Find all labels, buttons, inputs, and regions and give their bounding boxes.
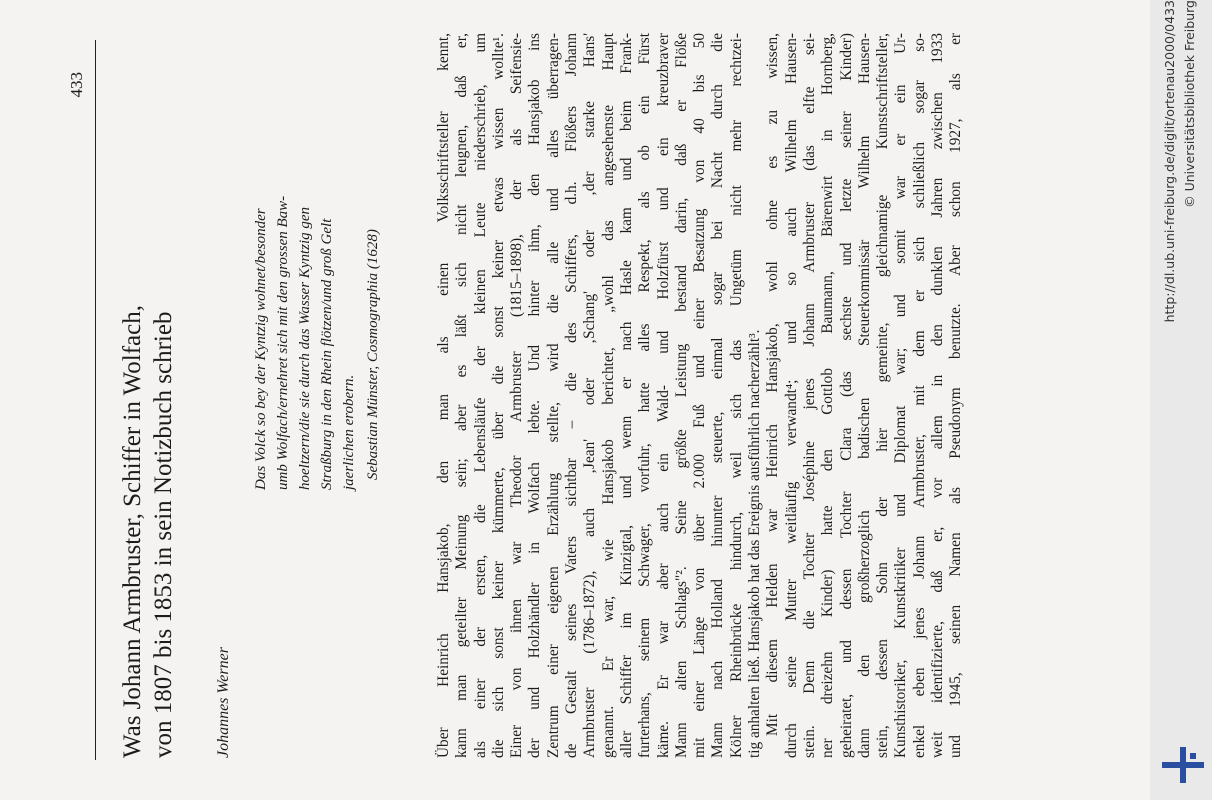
body-line: genannt. Er war, wie Hansjakob berichtet, „wohl das angesehenste Haupt <box>599 33 617 758</box>
body-line: Mann alten Schlags"². Seine größte Leistung bestand darin, daß er Flöße <box>672 33 690 758</box>
body-line: tig anhalten ließ. Hansjakob hat das Ereignis ausführlich nacherzählt³. <box>746 329 764 758</box>
body-line: kann man geteilter Meinung sein; aber es läßt sich nicht leugnen, daß er, <box>453 33 471 758</box>
body-line: stein, dessen Sohn der hier gemeinte, gleichnamige Kunstschriftsteller, <box>874 33 892 758</box>
body-line: geheiratet, und dessen Tochter Clara (das sechste und letzte seiner Kinder) <box>837 33 855 758</box>
body-line: Zentrum einer eigenen Erzählung stellte, wird die alle und alles überragen- <box>544 33 562 758</box>
epigraph-line: hoeltzern/die sie durch das Wasser Kyntzig gen <box>297 206 313 490</box>
body-line: und 1945, seinen Namen als Pseudonym benutzte. Aber schon 1927, als er <box>947 33 965 758</box>
body-line: mit einer Länge von über 2.000 Fuß und einer Besatzung von 40 bis 50 <box>691 33 709 758</box>
body-line: aller Schiffer im Kinzigtal, und wenn er nach Hasle kam und beim Frank- <box>617 33 635 758</box>
body-line: Kölner Rheinbrücke hindurch, weil sich das Ungetüm nicht mehr rechtzei- <box>727 33 745 758</box>
body-line: ner dreizehn Kinder) hatte den Gottlob Baumann, Bärenwirt in Hornberg, <box>819 33 837 758</box>
body-line: weit identifizierte, daß er, vor allem in den dunklen Jahren zwischen 1933 <box>929 33 947 758</box>
author-name: Johannes Werner <box>215 647 232 758</box>
body-line: stein. Denn die Tochter Joséphine jenes Johann Armbruster (das elfte sei- <box>800 33 818 758</box>
title-line: Was Johann Armbruster, Schiffer in Wolfach, <box>119 305 146 758</box>
source-url-link[interactable]: http://dl.ub.uni-freiburg.de/diglit/ortenau2000/0433 <box>1162 0 1177 323</box>
body-line: furterhans, seinem Schwager, vorfuhr, hatte alles Respekt, als ob ein Fürst <box>636 33 654 758</box>
body-line: die sich sonst keiner kümmerte, über die sonst keiner etwas wissen wollte¹. <box>489 33 507 758</box>
body-line: de Gestalt seines Vaters sichtbar – die des Schiffers, d.h. Flößers Johann <box>563 33 581 758</box>
epigraph-line: umb Wolfach/ernehret sich mit den grossen Baw- <box>275 195 291 490</box>
body-line: dann den großherzoglich badischen Steuerkommissär Wilhelm Hausen- <box>855 33 873 758</box>
ub-freiburg-logo-icon <box>1162 745 1204 785</box>
body-line: Mit diesem Helden war Heinrich Hansjakob, wohl ohne es zu wissen, <box>764 33 782 736</box>
body-line: Armbruster (1786–1872), auch ‚Jean' oder ‚Schang' oder ‚der starke Hans' <box>581 33 599 758</box>
body-line: als einer der ersten, die Lebensläufe der kleinen Leute niederschrieb, um <box>471 33 489 758</box>
epigraph-line: Straßburg in den Rhein flötzen/und groß Gelt <box>319 218 335 490</box>
epigraph-line: jaerlichen erobern. <box>341 374 357 490</box>
body-line: käme. Er war aber auch ein Wald- und Holzfürst und ein kreuzbraver <box>654 33 672 758</box>
rotated-page-content <box>45 20 1105 780</box>
body-text <box>435 33 966 758</box>
body-line: Kunsthistoriker, Kunstkritiker und Diplomat war; und somit war er ein Ur- <box>892 33 910 758</box>
body-line: der und Holzhändler in Wolfach lebte. Und hinter ihm, den Hansjakob ins <box>526 33 544 758</box>
sidebar-text <box>1154 0 1208 790</box>
logo-dot <box>1190 753 1196 759</box>
body-line: Über Heinrich Hansjakob, den man als einen Volksschriftsteller kennt, <box>435 33 452 758</box>
page-number: 433 <box>67 72 86 98</box>
viewer-sidebar <box>1150 0 1212 800</box>
body-line: enkel eben jenes Johann Armbruster, mit dem er sich schließlich sogar so- <box>910 33 928 758</box>
logo-horizontal-bar <box>1162 762 1204 768</box>
article-title <box>117 58 179 758</box>
body-line: durch seine Mutter weitläufig verwandt⁴; und so auch Wilhelm Hausen- <box>782 33 800 758</box>
logo-vertical-bar <box>1180 768 1186 783</box>
body-line: Mann nach Holland hinunter steuerte, einmal sogar bei Nacht durch die <box>709 33 727 758</box>
header-rule <box>95 40 96 760</box>
epigraph-line: Das Volck so bey der Kyntzig wohnet/besonder <box>253 208 269 490</box>
epigraph-source: Sebastian Münster, Cosmographia (1628) <box>365 229 381 480</box>
epigraph <box>250 50 360 490</box>
logo-vertical-bar <box>1180 747 1186 762</box>
body-line: Einer von ihnen war Theodor Armbruster (1815–1898), der als Seifensie- <box>508 33 526 758</box>
title-line: von 1807 bis 1853 in sein Notizbuch schrieb <box>150 311 177 758</box>
copyright-notice: © Universitätsbibliothek Freiburg <box>1182 0 1197 208</box>
